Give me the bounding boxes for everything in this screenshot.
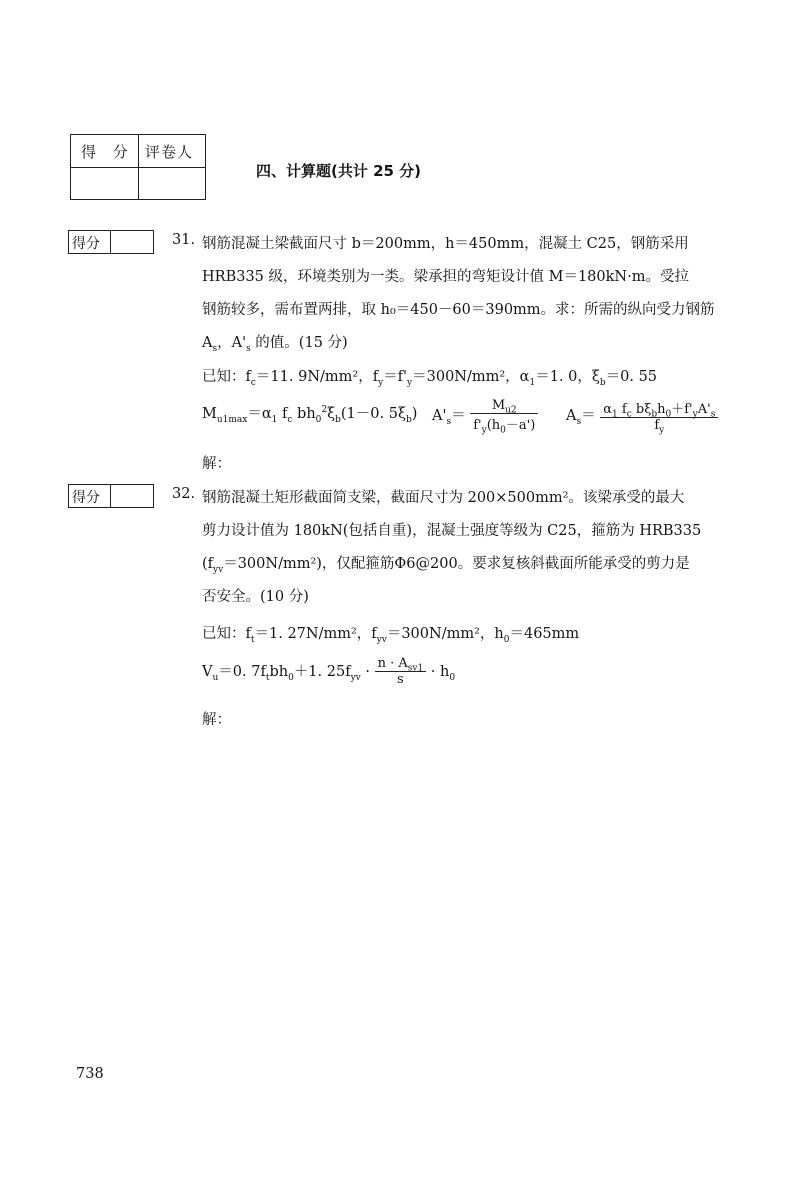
q32-score-box (68, 484, 154, 508)
score-box-label: 得分 (72, 490, 100, 506)
q32-solution-label: 解： (202, 712, 231, 728)
score-table (70, 134, 206, 200)
q32-formula-vu: $V_u=0$. $7f_tbh_0+1$. $25f_{yv}$ · $\frac{n \cdot A_{sv1}}{s}$ · $h_0$ (202, 656, 456, 687)
q31-formula-mu1max: $M_{u1max}=\alpha_1$ $f_c$ $bh_0^2\xi_b(1-0$. $5\xi_b$) (202, 405, 418, 425)
q31-text-line3: 钢筋较多，需布置两排，取 h₀＝450－60＝390mm。求：所需的纵向受力钢筋 (202, 302, 715, 318)
q32-number: 32. (172, 486, 196, 502)
page-number: 738 (76, 1066, 104, 1082)
q31-text-line2: HRB335 级，环境类别为一类。梁承担的弯矩设计值 M＝180kN·m。受拉 (202, 269, 689, 285)
q32-text-line4: 否安全。(10 分) (202, 589, 309, 605)
q31-text-line1: 钢筋混凝土梁截面尺寸 b＝200mm，h＝450mm，混凝土 C25，钢筋采用 (202, 236, 689, 252)
q31-known: 已知：$f_c=11$. 9N/mm²，$f_y=f'_y=300N$/mm²，$\alpha_1=1$. 0，$\xi_b=0$. 55 (202, 369, 658, 388)
q31-number: 31. (172, 232, 196, 248)
q32-text-line3: $(f_{yv}=300N/mm^2)$，仅配箍筋Φ6@200。要求复核斜截面所能承受的剪力是 (202, 556, 690, 575)
score-box-label: 得分 (72, 236, 100, 252)
score-header: 得 分 (81, 143, 134, 161)
q31-solution-label: 解： (202, 456, 231, 472)
grader-header: 评卷人 (145, 143, 194, 161)
q32-text-line1: 钢筋混凝土矩形截面简支梁，截面尺寸为 200×500mm²。该梁承受的最大 (202, 490, 685, 506)
q31-formula-as: $A_s=$ $\frac{\alpha_1 f_c b\xi_bh_0+f'_yA'_s}{f_y}$ (566, 398, 718, 433)
q31-score-box (68, 230, 154, 254)
q32-known: 已知：$f_t=1$. 27N/mm²，$f_{yv}=300N$/mm²，$h_0=465mm$ (202, 626, 580, 645)
q31-text-line4: $A_s$，$A'_s$ 的值。(15 分) (202, 335, 348, 354)
q31-formula-as-prime: $A'_s=$ $\frac{M_{u2}}{f'_y(h_0-a')}$ (432, 398, 538, 433)
section-title: 四、计算题(共计 25 分) (256, 162, 422, 180)
q32-text-line2: 剪力设计值为 180kN(包括自重)，混凝土强度等级为 C25，箍筋为 HRB335 (202, 523, 702, 539)
